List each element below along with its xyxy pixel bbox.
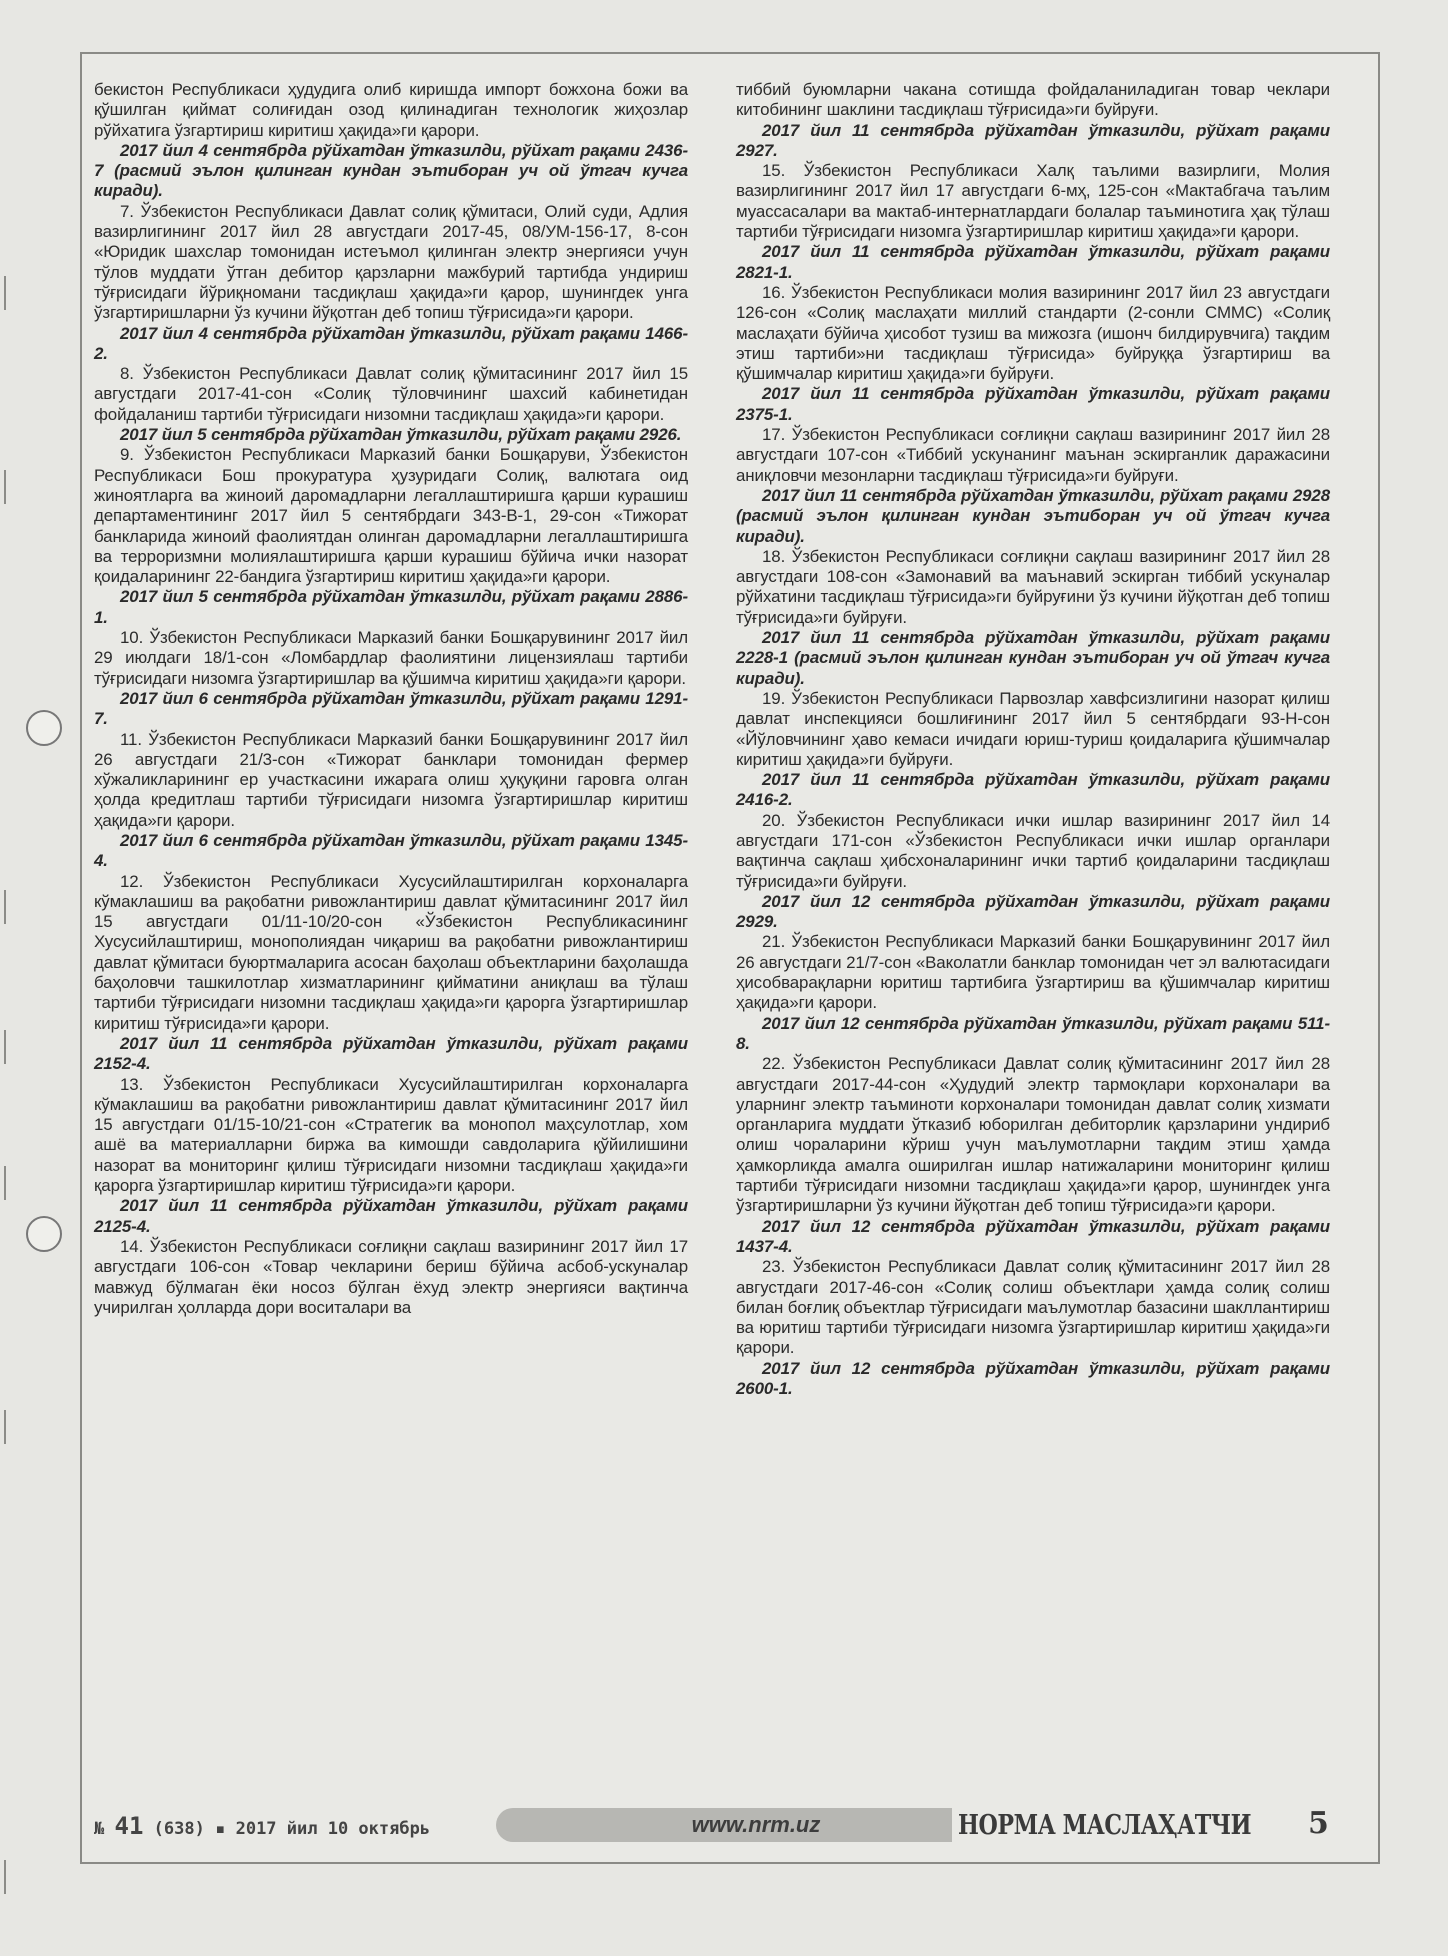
margin-tick (4, 890, 6, 924)
right-column (736, 80, 1330, 1399)
registration-note: 2017 йил 5 сентябрда рўйхатдан ўтказилди, рўйхат рақами 2926. (120, 425, 682, 445)
registration-note: 2017 йил 4 сентябрда рўйхатдан ўтказилди, рўйхат рақами 1466-2. (94, 323, 688, 363)
document-paragraph: 23. Ўзбекистон Республикаси Давлат солиқ қўмитасининг 2017 йил 28 августдаги 2017-46-сон «Солиқ солиш объектлари ҳамда солиқ солиш билан боғлиқ объектлар тўғрисидаги маълумотлар базасини шакллантириш ва юритиш тартиби тўғрисидаги низомга ўзгартиришлар киритиш ҳақида»ги қарори. (736, 1257, 1330, 1358)
document-paragraph: 18. Ўзбекистон Республикаси соғлиқни сақлаш вазирининг 2017 йил 28 августдаги 108-сон «Замонавий ва маънавий эскирган тиббий ускуналар рўйхатини тасдиқлаш тўғрисида»ги буйруғини ўз кучини йўқотган деб топиш тўғрисида»ги буйруғи. (736, 546, 1330, 627)
document-paragraph: 16. Ўзбекистон Республикаси молия вазирининг 2017 йил 23 августдаги 126-сон «Солиқ маслаҳати миллий стандарти (2-сонли СММС) «Солиқ маслаҳати бўйича ҳисобот тузиш ва мижозга (ишонч билдирувчига) тақдим этиш тартиби»ни тасдиқлаш тўғрисида» буйруққа ўзгартириш ва қўшимчалар киритиш ҳақида»ги буйруғи. (736, 282, 1330, 384)
document-paragraph: 15. Ўзбекистон Республикаси Халқ таълими вазирлиги, Молия вазирлигининг 2017 йил 17 августдаги 6-мҳ, 125-сон «Мактабгача таълим муассасалари ва мактаб-интернатлардаги болалар таъминотига ҳақ тўлаш тартиби тўғрисидаги низомга ўзгартиришлар киритиш ҳақида»ги қарори. (736, 161, 1330, 242)
document-paragraph: 20. Ўзбекистон Республикаси ички ишлар вазирининг 2017 йил 14 августдаги 171-сон «Ўзбекистон Республикаси ички ишлар органлари вақтинча сақлаш ҳибсхоналарининг ички тартиб қоидаларини тасдиқлаш тўғрисида»ги буйруғи. (736, 810, 1330, 891)
registration-note: 2017 йил 11 сентябрда рўйхатдан ўтказилди, рўйхат рақами 2927. (736, 120, 1330, 160)
issue-date: 2017 йил 10 октябрь (235, 1819, 431, 1839)
registration-note: 2017 йил 11 сентябрда рўйхатдан ўтказилди, рўйхат рақами 2821-1. (736, 242, 1330, 282)
registration-note: 2017 йил 6 сентябрда рўйхатдан ўтказилди, рўйхат рақами 1291-7. (94, 688, 688, 729)
document-paragraph: 17. Ўзбекистон Республикаси соғлиқни сақлаш вазирининг 2017 йил 28 августдаги 107-сон «Тиббий ускунанинг маънан эскирганлик даражасини аниқловчи мезонларни тасдиқлаш тўғрисида»ги буйруғи. (736, 425, 1330, 485)
registration-note: 2017 йил 11 сентябрда рўйхатдан ўтказилди, рўйхат рақами 2152-4. (94, 1033, 688, 1074)
document-paragraph: 10. Ўзбекистон Республикаси Марказий банки Бошқарувининг 2017 йил 29 июлдаги 18/1-сон «Ломбардлар фаолиятини лицензиялаш тартиби тўғрисидаги низомга ўзгартиришлар ва қўшимча киритиш ҳақида»ги қарори. (94, 628, 688, 688)
document-paragraph: 14. Ўзбекистон Республикаси соғлиқни сақлаш вазирининг 2017 йил 17 августдаги 106-сон «Товар чекларини бериш бўйича асбоб-ускуналар мавжуд бўлмаган ёки носоз бўлган ёхуд электр энергияси вақтинча учирилган ҳолларда дори воситалари ва (94, 1236, 688, 1317)
margin-tick (4, 1166, 6, 1200)
margin-tick (4, 470, 6, 504)
registration-note: 2017 йил 5 сентябрда рўйхатдан ўтказилди, рўйхат рақами 2886-1. (94, 587, 688, 627)
margin-tick (4, 1410, 6, 1444)
page-footer (94, 1804, 1338, 1848)
issue-total: (638) (153, 1819, 205, 1839)
url-banner (496, 1808, 1016, 1842)
registration-note: 2017 йил 12 сентябрда рўйхатдан ўтказилди, рўйхат рақами 2600-1. (736, 1358, 1330, 1398)
document-paragraph: 11. Ўзбекистон Республикаси Марказий банки Бошқарувининг 2017 йил 26 августдаги 21/3-сон «Тижорат банклари томонидан фермер хўжаликларининг ер участкасини ижарага олиш ҳуқуқини гаровга олган ҳолда кредитлаш тартиби тўғрисидаги низомга ўзгартиришлар киритиш ҳақида»ги қарори. (94, 729, 688, 830)
margin-tick (4, 276, 6, 310)
document-paragraph: 19. Ўзбекистон Республикаси Парвозлар хавфсизлигини назорат қилиш давлат инспекцияси бошлиғининг 2017 йил 5 сентябрдаги 93-Н-сон «Йўловчининг ҳаво кемаси ичидаги юриш-туриш қоидаларига қўшимчалар киритиш ҳақида»ги буйруғи. (736, 688, 1330, 769)
document-paragraph: 22. Ўзбекистон Республикаси Давлат солиқ қўмитасининг 2017 йил 28 августдаги 2017-44-сон «Ҳудудий электр тармоқлари корхоналари ва уларнинг электр таъминоти корхоналари томонидан давлат солиқ хизмати органларига муддати ўтказиб юборилган дебиторлик қарзларини ундириб олиш чораларини кўриш учун маълумотларни тақдим этиш ҳамда ҳамкорликда амалга оширилган ишлар натижаларини мониторинг қилиш тартиби тўғрисидаги низомни тасдиқлаш ҳақида»ги қарор, шунингдек унга ўзгартиришларни ўз кучини йўқотган деб топиш тўғрисида»ги қарори. (736, 1054, 1330, 1216)
binder-hole-bottom (26, 1216, 62, 1252)
registration-note: 2017 йил 11 сентябрда рўйхатдан ўтказилди, рўйхат рақами 2125-4. (94, 1196, 688, 1236)
publication-name: НОРМА МАСЛАҲАТЧИ (958, 1809, 1252, 1841)
document-paragraph: 9. Ўзбекистон Республикаси Марказий банки Бошқаруви, Ўзбекистон Республикаси Бош прокуратура ҳузуридаги Солиқ, валютага оид жиноятларга ва жиноий даромадларни легаллаштиришга қарши курашиш департаментининг 2017 йил 5 сентябрдаги 343-В-1, 29-сон «Тижорат банкларида жиноий фаолиятдан олинган даромадларни легаллаштиришга ва терроризмни молиялаштиришга қарши курашиш бўйича ички назорат қоидаларининг 22-бандига ўзгартириш киритиш ҳақида»ги қарори. (94, 445, 688, 587)
site-url[interactable]: www.nrm.uz (691, 1812, 821, 1837)
separator-icon: ▪ (215, 1819, 226, 1839)
issue-info (94, 1812, 430, 1840)
document-paragraph: 21. Ўзбекистон Республикаси Марказий банки Бошқарувининг 2017 йил 26 августдаги 21/7-сон «Ваколатли банклар томонидан чет эл валютасидаги ҳисобварақларни юритиш тартибига ўзгартириш ва қўшимчалар киритиш ҳақида»ги қарори. (736, 932, 1330, 1013)
registration-note: 2017 йил 12 сентябрда рўйхатдан ўтказилди, рўйхат рақами 2929. (736, 891, 1330, 932)
left-column (94, 80, 688, 1318)
registration-note: 2017 йил 11 сентябрда рўйхатдан ўтказилди, рўйхат рақами 2228-1 (расмий эълон қилинган кундан эътиборан уч ой ўтгач кучга киради). (736, 628, 1330, 688)
margin-tick (4, 1030, 6, 1064)
registration-note: 2017 йил 11 сентябрда рўйхатдан ўтказилди, рўйхат рақами 2416-2. (736, 770, 1330, 810)
publication-brand (952, 1806, 1344, 1844)
issue-number: 41 (114, 1812, 144, 1840)
registration-note: 2017 йил 6 сентябрда рўйхатдан ўтказилди, рўйхат рақами 1345-4. (94, 830, 688, 871)
binder-hole-top (26, 710, 62, 746)
registration-note: 2017 йил 4 сентябрда рўйхатдан ўтказилди, рўйхат рақами 2436-7 (расмий эълон қилинган кундан эътиборан уч ой ўтгач кучга киради). (94, 140, 688, 201)
document-paragraph: 7. Ўзбекистон Республикаси Давлат солиқ қўмитаси, Олий суди, Адлия вазирлигининг 2017 йил 28 августдаги 2017-45, 08/УМ-156-17, 8-сон «Юридик шахслар томонидан истеъмол қилинган электр энергияси учун тўлов муддати ўтган дебитор қарзларни мажбурий тартибда ундириш тўғрисидаги йўриқномани тасдиқлаш ҳақида»ги қарор, шунингдек унга ўзгартиришларни ўз кучини йўқотган деб топиш тўғрисида»ги қарори. (94, 201, 688, 323)
issue-prefix: № (94, 1819, 105, 1839)
registration-note: 2017 йил 12 сентябрда рўйхатдан ўтказилди, рўйхат рақами 1437-4. (736, 1216, 1330, 1256)
document-paragraph: 8. Ўзбекистон Республикаси Давлат солиқ қўмитасининг 2017 йил 15 августдаги 2017-41-сон «Солиқ тўловчининг шахсий кабинетидан фойдаланиш тартиби тўғрисидаги низомни тасдиқлаш ҳақида»ги қарори. (94, 364, 688, 424)
document-paragraph: 12. Ўзбекистон Республикаси Хусусийлаштирилган корхоналарга кўмаклашиш ва рақобатни ривожлантириш давлат қўмитасининг 2017 йил 15 августдаги 01/11-10/20-сон «Ўзбекистон Республикасининг Хусусийлаштириш, монополиядан чиқариш ва рақобатни ривожлантириш давлат қўмитаси буюртмаларига асосан баҳолаш объектларини баҳолашда баҳоловчи ташкилотлар хизматларининг қийматини аниқлаш ва тўлаш тартиби тўғрисидаги низомни тасдиқлаш ҳақида»ги қарорга ўзгартиришлар киритиш тўғрисида»ги қарори. (94, 871, 688, 1033)
document-paragraph: тиббий буюмларни чакана сотишда фойдаланиладиган товар чеклари китобининг шаклини тасдиқлаш тўғрисида»ги буйруғи. (736, 80, 1330, 120)
registration-note: 2017 йил 11 сентябрда рўйхатдан ўтказилди, рўйхат рақами 2375-1. (736, 384, 1330, 424)
registration-note: 2017 йил 12 сентябрда рўйхатдан ўтказилди, рўйхат рақами 511-8. (736, 1013, 1330, 1053)
registration-note: 2017 йил 11 сентябрда рўйхатдан ўтказилди, рўйхат рақами 2928 (расмий эълон қилинган кундан эътиборан уч ой ўтгач кучга киради). (736, 485, 1330, 546)
margin-tick (4, 1860, 6, 1894)
page-number: 5 (1308, 1806, 1329, 1841)
document-paragraph: бекистон Республикаси ҳудудига олиб киришда импорт божхона божи ва қўшилган қиймат солиғидан озод қилинадиган технологик жиҳозлар рўйхатига ўзгартириш киритиш ҳақида»ги қарори. (94, 80, 688, 140)
document-paragraph: 13. Ўзбекистон Республикаси Хусусийлаштирилган корхоналарга кўмаклашиш ва рақобатни ривожлантириш давлат қўмитасининг 2017 йил 15 августдаги 01/15-10/21-сон «Стратегик ва монопол маҳсулотлар, хом ашё ва материалларни биржа ва кимошди савдоларига қўйилишини назорат ва мониторинг қилиш тўғрисидаги низомни тасдиқлаш ҳақида»ги қарорга ўзгартиришлар киритиш тўғрисида»ги қарори. (94, 1074, 688, 1196)
